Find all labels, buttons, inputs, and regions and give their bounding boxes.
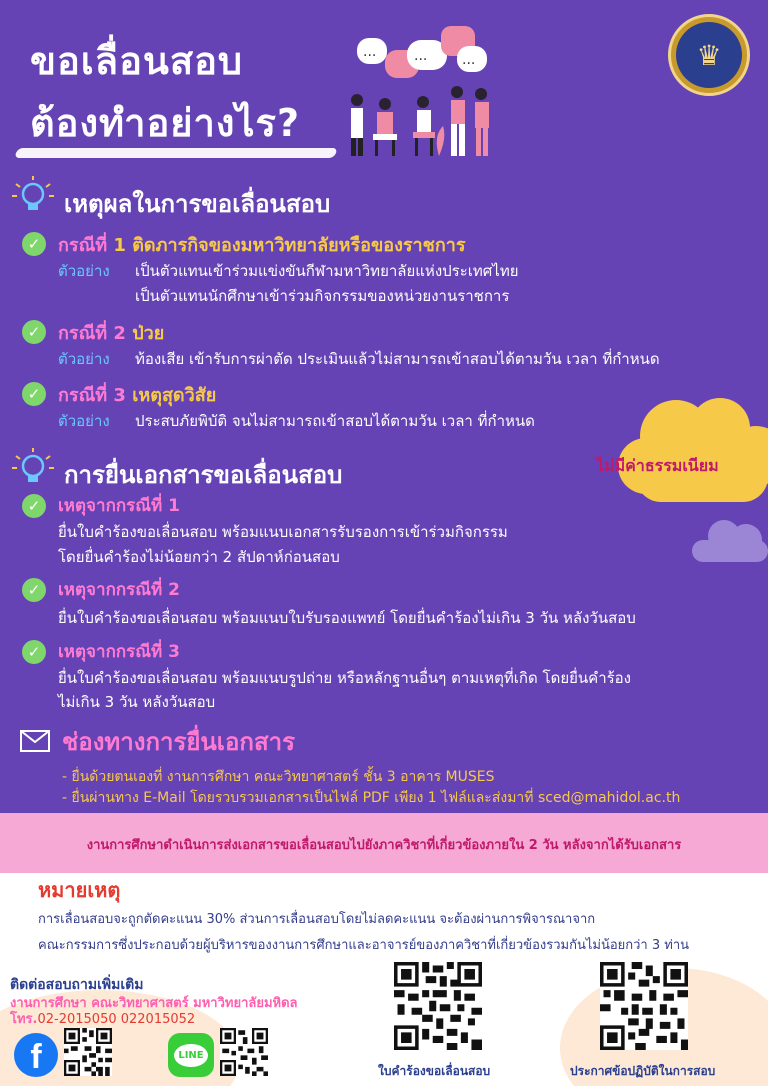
submission-2-title: เหตุจากกรณีที่ 2 [58,580,181,600]
submission-1-title: เหตุจากกรณีที่ 1 [58,496,181,516]
case-number: 3 [113,385,126,406]
submission-1-line: โดยยื่นคำร้องไม่น้อยกว่า 2 สัปดาห์ก่อนสอบ [58,548,340,566]
form-qr-code[interactable] [394,962,482,1050]
case-label: กรณีที่ [58,235,108,256]
check-icon: ✓ [22,232,46,256]
qr-code-icon [64,1028,112,1076]
submission-3-line: ไม่เกิน 3 วัน หลังวันสอบ [58,693,216,711]
check-icon: ✓ [22,382,46,406]
contact-org: งานการศึกษา คณะวิทยาศาสตร์ มหาวิทยาลัยมหิดล [10,996,298,1011]
phone-label: โทร. [10,1012,38,1027]
reasons-heading: เหตุผลในการขอเลื่อนสอบ [64,190,331,218]
university-logo-icon: ♛ [668,14,750,96]
lightbulb-icon [10,446,56,492]
rules-qr-caption: ประกาศข้อปฏิบัติในการสอบ [570,1064,716,1078]
submission-1-line: ยื่นใบคำร้องขอเลื่อนสอบ พร้อมแนบเอกสารรับรองการเข้าร่วมกิจกรรม [58,523,508,541]
channel-line: - ยื่นผ่านทาง E-Mail โดยรวบรวมเอกสารเป็นไฟล์ PDF เพียง 1 ไฟล์และส่งมาที่ sced@mahidol.ac.th [62,790,681,806]
qr-code-icon [394,962,482,1050]
case-number: 1 [113,235,126,256]
svg-text:...: ... [462,52,476,68]
check-icon: ✓ [22,320,46,344]
submission-heading: การยื่นเอกสารขอเลื่อนสอบ [64,461,343,489]
example-text: เป็นตัวแทนนักศึกษาเข้าร่วมกิจกรรมของหน่วยงานราชการ [135,287,510,305]
example-label: ตัวอย่าง [58,262,110,280]
svg-text:...: ... [363,44,377,60]
example-text: ท้องเสีย เข้ารับการผ่าตัด ประเมินแล้วไม่สามารถเข้าสอบได้ตามวัน เวลา ที่กำหนด [135,350,660,368]
case-2-title [58,318,164,347]
note-heading: หมายเหตุ [38,878,121,902]
title-underline [14,148,338,158]
example-text: ประสบภัยพิบัติ จนไม่สามารถเข้าสอบได้ตามวัน เวลา ที่กำหนด [135,412,535,430]
line-icon-label: LINE [174,1044,207,1067]
case-text: เหตุสุดวิสัย [132,385,217,406]
contact-phone [10,1008,195,1029]
note-line: การเลื่อนสอบจะถูกตัดคะแนน 30% ส่วนการเลื่อนสอบโดยไม่ลดคะแนน จะต้องผ่านการพิจารณาจาก [38,912,596,927]
no-fee-label: ไม่มีค่าธรรมเนียม [596,456,719,475]
submission-3-line: ยื่นใบคำร้องขอเลื่อนสอบ พร้อมแนบรูปถ่าย หรือหลักฐานอื่นๆ ตามเหตุที่เกิด โดยยื่นคำร้อง [58,669,632,687]
rules-qr-code[interactable] [600,962,688,1050]
case-text: ป่วย [132,323,165,344]
facebook-icon[interactable]: f [14,1033,58,1077]
qr-code-icon [220,1028,268,1076]
case-3-title [58,380,216,409]
submission-3-title: เหตุจากกรณีที่ 3 [58,642,181,662]
info-banner-text: งานการศึกษาดำเนินการส่งเอกสารขอเลื่อนสอบไปยังภาควิชาที่เกี่ยวข้องภายใน 2 วัน หลังจากได้รับเอกสาร [86,838,682,853]
yellow-cloud-icon [616,386,768,502]
svg-text:...: ... [414,48,428,64]
page-title-line1: ขอเลื่อนสอบ [30,39,244,83]
note-line: คณะกรรมการซึ่งประกอบด้วยผู้บริหารของงานการศึกษาและอาจารย์ของภาควิชาที่เกี่ยวข้องรวมกันไม่น้อยกว่า 3 ท่าน [38,938,690,953]
channels-heading: ช่องทางการยื่นเอกสาร [62,728,295,756]
example-text: เป็นตัวแทนเข้าร่วมแข่งขันกีฬามหาวิทยาลัยแห่งประเทศไทย [135,262,519,280]
contact-heading: ติดต่อสอบถามเพิ่มเติม [10,977,144,993]
check-icon: ✓ [22,578,46,602]
example-label: ตัวอย่าง [58,412,110,430]
check-icon: ✓ [22,640,46,664]
check-icon: ✓ [22,494,46,518]
form-qr-caption: ใบคำร้องขอเลื่อนสอบ [378,1064,491,1078]
case-1-title [58,230,466,259]
facebook-qr-code[interactable] [64,1028,112,1076]
qr-code-icon [600,962,688,1050]
case-text: ติดภารกิจของมหาวิทยาลัยหรือของราชการ [132,235,466,256]
page-title-line2: ต้องทำอย่างไร? [30,101,300,145]
phone-number: 02-2015050 022015052 [37,1012,196,1027]
case-label: กรณีที่ [58,385,108,406]
case-number: 2 [113,323,126,344]
line-qr-code[interactable] [220,1028,268,1076]
mail-icon [20,730,50,752]
channel-line: - ยื่นด้วยตนเองที่ งานการศึกษา คณะวิทยาศาสตร์ ชั้น 3 อาคาร MUSES [62,769,495,785]
lightbulb-icon [10,174,56,220]
purple-cloud-icon [688,510,768,570]
example-label: ตัวอย่าง [58,350,110,368]
people-chatting-illustration-icon [345,20,495,160]
submission-2-line: ยื่นใบคำร้องขอเลื่อนสอบ พร้อมแนบใบรับรองแพทย์ โดยยื่นคำร้องไม่เกิน 3 วัน หลังวันสอบ [58,609,636,627]
line-icon[interactable] [168,1033,214,1077]
case-label: กรณีที่ [58,323,108,344]
